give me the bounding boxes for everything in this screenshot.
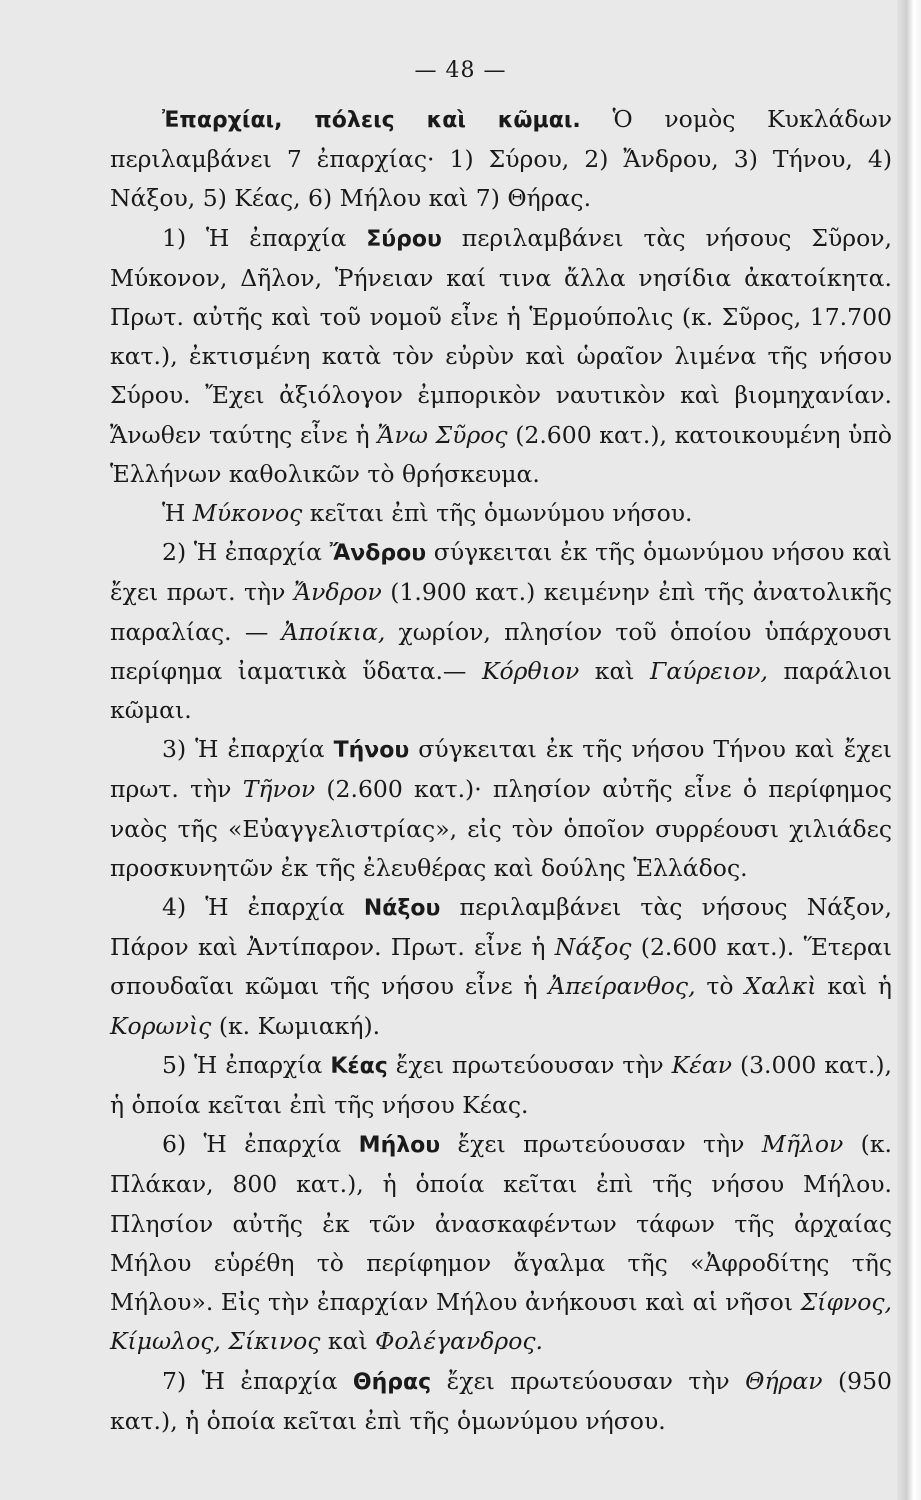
text-run: (2.600 κατ.). Ἕτεραι σπουδαῖαι κῶμαι τῆς νήσου εἶνε ἡ [110, 933, 892, 1001]
paragraph-syros [110, 219, 892, 494]
text-run: σύγκειται ἐκ τῆς νήσου Τήνου καὶ ἔχει πρωτ. τὴν [110, 735, 892, 804]
text-run: 1) Ἡ ἐπαρχία [162, 223, 367, 252]
text-run: 5) Ἡ ἐπαρχία [162, 1050, 331, 1079]
place-name: Κόρθιον [481, 656, 580, 685]
place-name: Ἀπείρανθος, [548, 972, 696, 1001]
text-run: ἔχει πρωτεύουσαν τὴν [387, 1050, 672, 1079]
text-run: (κ. Κωμιακή). [211, 1011, 381, 1040]
province-name-andros: Ἄνδρου [329, 541, 427, 567]
place-name: Ἀποίκια, [281, 617, 386, 646]
paragraph-mykonos [110, 494, 892, 533]
text-run: Ἡ [162, 499, 193, 528]
text-run: 4) Ἡ ἐπαρχία [162, 893, 364, 922]
text-run: κεῖται ἐπὶ τῆς ὁμωνύμου νήσου. [302, 499, 693, 528]
province-name-naxos: Νάξου [363, 896, 441, 922]
text-run: σύγκειται ἐκ τῆς ὁμωνύμου νήσου καὶ ἔχει πρωτ. τὴν [110, 538, 892, 607]
text-run: (3.000 κατ.), ἡ ὁποία κεῖται ἐπὶ τῆς νήσου Κέας. [110, 1050, 892, 1120]
text-run: ἔχει πρωτεύουσαν τὴν [431, 1366, 746, 1395]
page-edge [897, 0, 921, 1500]
place-name: Θήραν [745, 1366, 823, 1395]
text-run: 6) Ἡ ἐπαρχία [162, 1130, 359, 1159]
place-name: Ἄνω Σῦρος [377, 420, 508, 449]
text-run: χωρίον, πλησίον τοῦ ὁποίου ὑπάρχουσι περίφημα ἰαματικὰ ὕδατα.— [110, 617, 892, 685]
paragraph-thira [110, 1362, 892, 1441]
text-run: παράλιοι κῶμαι. [110, 656, 892, 725]
place-name: Τῆνον [242, 775, 316, 804]
text-run: (2.600 κατ.)· πλησίον αὐτῆς εἶνε ὁ περίφημος ναὸς τῆς «Εὐαγγελιστρίας», εἰς τὸν ὁποῖον συρρέουσι χιλιάδες προσκυνητῶν ἐκ τῆς ἐλευθέρας καὶ δούλης Ἑλλάδος. [110, 775, 893, 882]
text-run: (950 κατ.), ἡ ὁποία κεῖται ἐπὶ τῆς ὁμωνύμου νήσου. [110, 1366, 892, 1435]
text-run: (1.900 κατ.) κειμένην ἐπὶ τῆς ἀνατολικῆς παραλίας. — [110, 578, 892, 646]
text-run: περιλαμβάνει τὰς νήσους Σῦρον, Μύκονον, Δῆλον, Ῥήνειαν καί τινα ἄλλα νησίδια ἀκατοίκητα. Πρωτ. αὐτῆς καὶ τοῦ νομοῦ εἶνε ἡ Ἑρμούπολις (κ. Σῦρος, 17.700 κατ.), ἐκτισμένη κατὰ τὸν εὐρὺν καὶ ὡραῖον λιμένα τῆς νήσου Σύρου. Ἔχει ἀξιόλογον ἐμπορικὸν ναυτικὸν καὶ βιομηχανίαν. Ἄνωθεν ταύτης εἶνε ἡ [110, 223, 892, 449]
place-name: Μῆλον [761, 1130, 844, 1159]
text-run: 2) Ἡ ἐπαρχία [162, 538, 330, 567]
province-name-milos: Μήλου [358, 1133, 441, 1159]
province-name-syros: Σύρου [366, 226, 442, 252]
section-heading: Ἐπαρχίαι, πόλεις καὶ κῶμαι. [162, 108, 581, 133]
province-name-thira: Θήρας [352, 1369, 432, 1395]
place-name: Κέαν [671, 1050, 732, 1079]
text-run: περιλαμβάνει τὰς νήσους Νάξον, Πάρον καὶ Ἀντίπαρον. Πρωτ. εἶνε ἡ [110, 893, 892, 962]
province-name-tinos: Τήνου [333, 738, 410, 764]
text-run: τὸ [695, 972, 745, 1001]
text-run: 3) Ἡ ἐπαρχία [162, 735, 334, 764]
paragraph-andros [110, 533, 892, 730]
place-name: Κορωνὶς [110, 1011, 212, 1040]
text-run: ἔχει πρωτεύουσαν τὴν [440, 1130, 762, 1159]
place-name: Χαλκὶ [744, 972, 817, 1001]
paragraph-milos [110, 1125, 892, 1361]
province-name-kea: Κέας [330, 1053, 388, 1079]
text-run: καὶ [579, 656, 651, 685]
place-name: Σίφνος, [800, 1288, 892, 1317]
page-number: — 48 — [414, 58, 507, 83]
text-run: 7) Ἡ ἐπαρχία [162, 1366, 353, 1395]
place-name: Γαύρειον, [650, 656, 769, 685]
paragraph-kea [110, 1046, 892, 1125]
intro-text: Ὁ νομὸς Κυκλάδων περιλαμβάνει 7 ἐπαρχίας· 1) Σύρου, 2) Ἄνδρου, 3) Τήνου, 4) Νάξου, 5) Κέας, 6) Μήλου καὶ 7) Θήρας. [110, 105, 893, 213]
paragraph-tinos [110, 730, 892, 888]
paragraph-intro [110, 100, 892, 219]
place-name: Μύκονος [192, 499, 303, 528]
place-name: Ἄνδρον [293, 578, 382, 607]
place-name: Φολέγανδρος. [375, 1327, 544, 1356]
paragraph-naxos [110, 888, 892, 1046]
place-name: Σίκινος [228, 1327, 321, 1356]
text-run: καὶ [320, 1327, 376, 1356]
text-run: καὶ ἡ [816, 972, 893, 1001]
place-name: Νάξος [554, 933, 632, 962]
text-run: (2.600 κατ.), κατοικουμένη ὑπὸ Ἑλλήνων καθολικῶν τὸ θρήσκευμα. [110, 420, 892, 488]
body-text [110, 100, 892, 1441]
text-run: (κ. Πλάκαν, 800 κατ.), ἡ ὁποία κεῖται ἐπὶ τῆς νήσου Μήλου. Πλησίον αὐτῆς ἐκ τῶν ἀνασκαφέντων τάφων τῆς ἀρχαίας Μήλου εὑρέθη τὸ περίφημον ἄγαλμα τῆς «Ἀφροδίτης τῆς Μήλου». Εἰς τὴν ἐπαρχίαν Μήλου ἀνήκουσι καὶ αἱ νῆσοι [110, 1130, 892, 1317]
place-name: Κίμωλος, [110, 1327, 221, 1356]
